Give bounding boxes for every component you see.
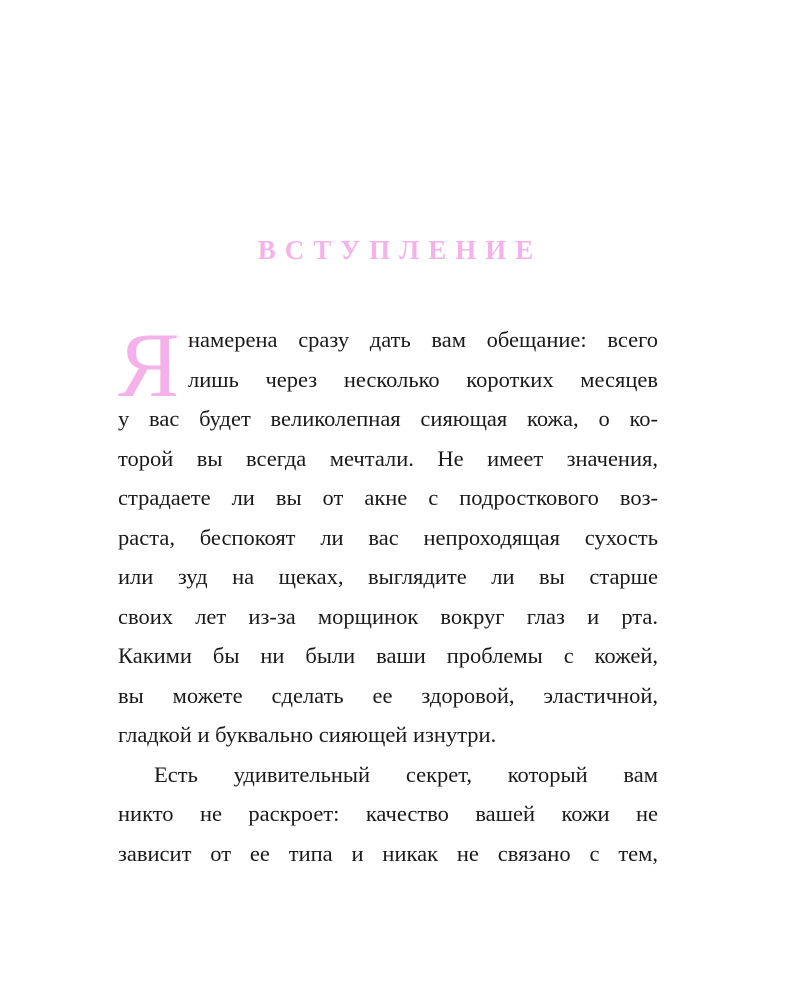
paragraph-1-line-10: вы можете сделать ее здоровой, эластичной, (118, 682, 658, 708)
paragraph-1-line-9: Какими бы ни были ваши проблемы с кожей, (118, 643, 658, 668)
paragraph-1-line-6: раста, беспокоят ли вас непроходящая сухость (118, 524, 658, 550)
paragraph-1-line-5: страдаете ли вы от акне с подросткового воз- (118, 485, 658, 510)
chapter-title: ВСТУПЛЕНИЕ (257, 235, 543, 265)
body-text (118, 314, 658, 873)
paragraph-2-line-2: никто не раскроет: качество вашей кожи не (118, 801, 658, 826)
paragraph-1-line-8: своих лет из-за морщинок вокруг глаз и рта. (118, 603, 658, 629)
paragraph-2-line-1: Есть удивительный секрет, который вам (154, 761, 658, 787)
paragraph-2-line-3: зависит от ее типа и никак не связано с тем, (118, 840, 658, 866)
paragraph-1-line-3: у вас будет великолепная сияющая кожа, о ко- (118, 406, 658, 431)
paragraph-1-line-4: торой вы всегда мечтали. Не имеет значения, (118, 445, 658, 471)
drop-cap: Я (118, 314, 180, 416)
line-text: намерена сразу дать вам обещание: всего (188, 327, 658, 352)
paragraph-1-line-7: или зуд на щеках, выглядите ли вы старше (118, 564, 658, 589)
paragraph-1-line-11: гладкой и буквально сияющей изнутри. (118, 722, 497, 747)
line-text: лишь через несколько коротких месяцев (188, 366, 658, 392)
paragraph-1-line-2 (118, 360, 658, 400)
